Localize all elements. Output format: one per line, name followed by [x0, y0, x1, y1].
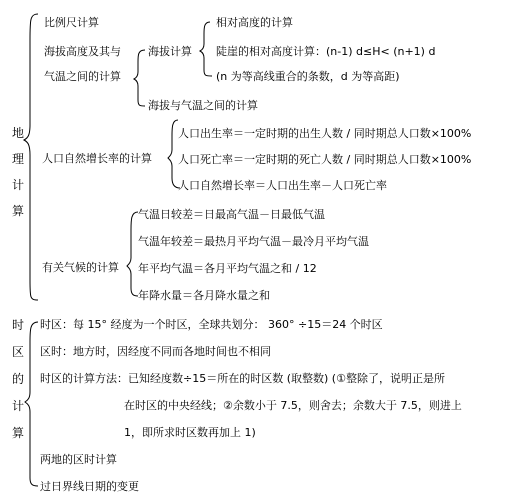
cliff-height-formula: 陡崖的相对高度计算：(n-1) d≤H< (n+1) d [216, 45, 436, 58]
relative-height-label: 相对高度的计算 [216, 16, 293, 29]
brace-altitude-calc [200, 22, 212, 76]
geography-title-char: 理 [12, 152, 25, 166]
timezone-title-char: 算 [12, 426, 25, 440]
birth-rate-formula: 人口出生率＝一定时期的出生人数 / 同时期总人口数×100% [178, 127, 472, 140]
main-brace-timezone [25, 322, 38, 486]
brace-climate [127, 212, 138, 296]
local-time-note: 区时：地方时，因经度不同而各地时间也不相同 [40, 345, 271, 358]
calc-method-line1: 时区的计算方法：已知经度数÷15＝所在的时区数 (取整数) (①整除了，说明正是所 [40, 372, 445, 385]
cliff-height-note: (n 为等高线重合的条数，d 为等高距) [216, 70, 400, 83]
annual-precip-formula: 年降水量＝各月降水量之和 [138, 289, 270, 302]
geography-title-char: 计 [12, 178, 25, 192]
annual-avg-temp-formula: 年平均气温＝各月平均气温之和 / 12 [138, 262, 317, 275]
geography-title-char: 算 [12, 204, 25, 218]
timezone-definition: 时区：每 15° 经度为一个时区，全球共划分： 360° ÷15＝24 个时区 [40, 318, 383, 331]
altitude-temp-label-line2: 气温之间的计算 [44, 70, 121, 83]
main-brace-geography [24, 14, 38, 300]
altitude-calc-label: 海拔计算 [148, 45, 192, 58]
climate-calc-label: 有关气候的计算 [42, 261, 119, 274]
annual-range-formula: 气温年较差＝最热月平均气温－最冷月平均气温 [138, 235, 369, 248]
calc-method-line3: 1，即所求时区数再加上 1) [124, 426, 256, 439]
date-line-change: 过日界线日期的变更 [40, 480, 139, 493]
population-growth-label: 人口自然增长率的计算 [42, 152, 152, 165]
calc-method-line2: 在时区的中央经线；②余数小于 7.5，则舍去；余数大于 7.5，则进上 [124, 399, 462, 412]
timezone-title-char: 计 [12, 399, 25, 413]
brace-altitude [134, 50, 145, 106]
timezone-title-char: 时 [12, 318, 25, 332]
timezone-title-char: 区 [12, 345, 25, 359]
timezone-title-char: 的 [12, 372, 25, 386]
altitude-temp-relation-label: 海拔与气温之间的计算 [148, 99, 258, 112]
two-places-calc: 两地的区时计算 [40, 453, 117, 466]
geography-title-char: 地 [12, 126, 25, 140]
natural-growth-formula: 人口自然增长率＝人口出生率－人口死亡率 [178, 179, 387, 192]
altitude-temp-label-line1: 海拔高度及其与 [44, 45, 121, 58]
death-rate-formula: 人口死亡率＝一定时期的死亡人数 / 同时期总人口数×100% [178, 153, 472, 166]
daily-range-formula: 气温日较差＝日最高气温－日最低气温 [138, 208, 325, 221]
scale-calc-label: 比例尺计算 [44, 16, 99, 29]
